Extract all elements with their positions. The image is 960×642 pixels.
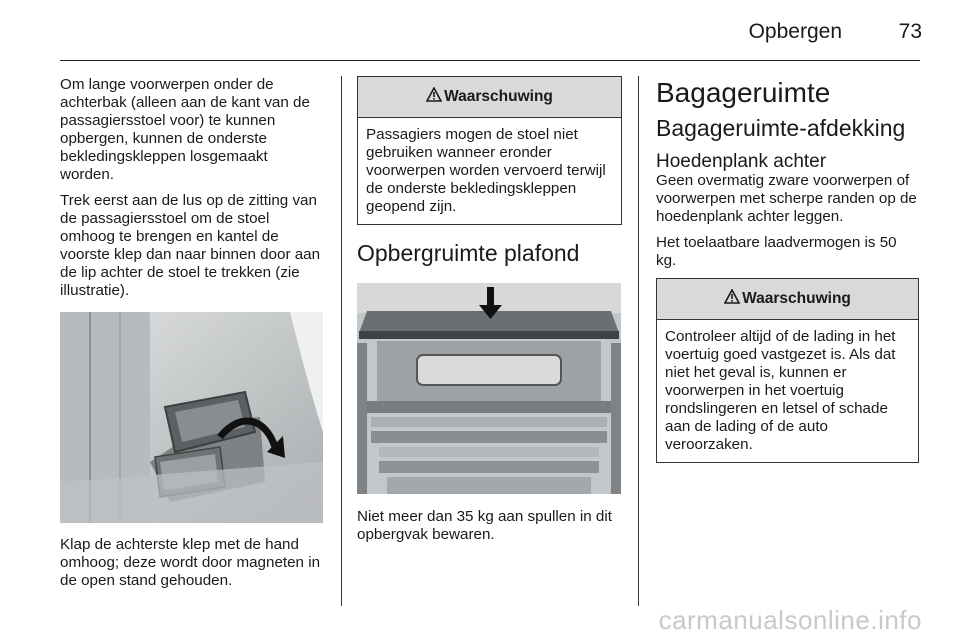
column-divider-2 (638, 76, 639, 606)
watermark: carmanualsonline.info (658, 605, 922, 635)
section-title: Bagageruimte (656, 77, 831, 108)
right-column (656, 76, 920, 463)
warning-title: Waarschuwing (444, 88, 553, 105)
middle-column (357, 76, 622, 552)
paragraph: Geen overmatig zware voorwerpen of voorwerpen met scherpe randen op de hoedenplank achter leggen. (656, 172, 917, 225)
warning-text: Controleer altijd of de lading in het voertuig goed vastgezet is. Als dat niet het geval is, kunnen er voorwerpen in het voertuig rondslingeren en letsel of schade aan de lading of de auto veroorzaken. (665, 328, 896, 453)
seat-flap-drawing (60, 312, 323, 523)
paragraph: Om lange voorwerpen onder de achterbak (alleen aan de kant van de passagiersstoel voor) te kunnen opbergen, kunnen de onderste bekledingskleppen losgemaakt worden. (60, 76, 310, 183)
warning-triangle-icon (724, 289, 740, 309)
warning-triangle-icon (426, 87, 442, 107)
section-heading: Opbergruimte plafond (357, 240, 580, 266)
page-title: Opbergen (748, 20, 842, 43)
roof-storage-illustration (357, 283, 621, 494)
paragraph: Klap de achterste klep met de hand omhoog; deze wordt door magneten in de open stand gehouden. (60, 536, 321, 589)
roof-storage-drawing (357, 283, 621, 494)
column-divider-1 (341, 76, 342, 606)
warning-header (358, 77, 621, 118)
warning-box (357, 76, 622, 225)
page-header (0, 0, 960, 60)
warning-text: Passagiers mogen de stoel niet gebruiken wanneer eronder voorwerpen worden vervoerd terwijl de onderste bekledingskleppen geopend zijn. (366, 126, 606, 215)
paragraph: Het toelaatbare laadvermogen is 50 kg. (656, 234, 897, 269)
paragraph: Trek eerst aan de lus op de zitting van de passagiersstoel om de stoel omhoog te brengen en kantel de voorste klep dan naar binnen door aan de lip achter de stoel te trekken (zie illustratie). (60, 192, 321, 299)
seat-flap-illustration (60, 312, 323, 523)
warning-title: Waarschuwing (742, 290, 851, 307)
left-column (60, 76, 324, 598)
sub-subsection-title: Hoedenplank achter (656, 151, 827, 172)
subsection-title: Bagageruimte-afdekking (656, 115, 906, 141)
warning-header (657, 279, 918, 320)
header-rule (60, 60, 920, 61)
caption: Niet meer dan 35 kg aan spullen in dit opbergvak bewaren. (357, 508, 612, 543)
page-number: 73 (898, 20, 922, 43)
warning-box (656, 278, 919, 463)
